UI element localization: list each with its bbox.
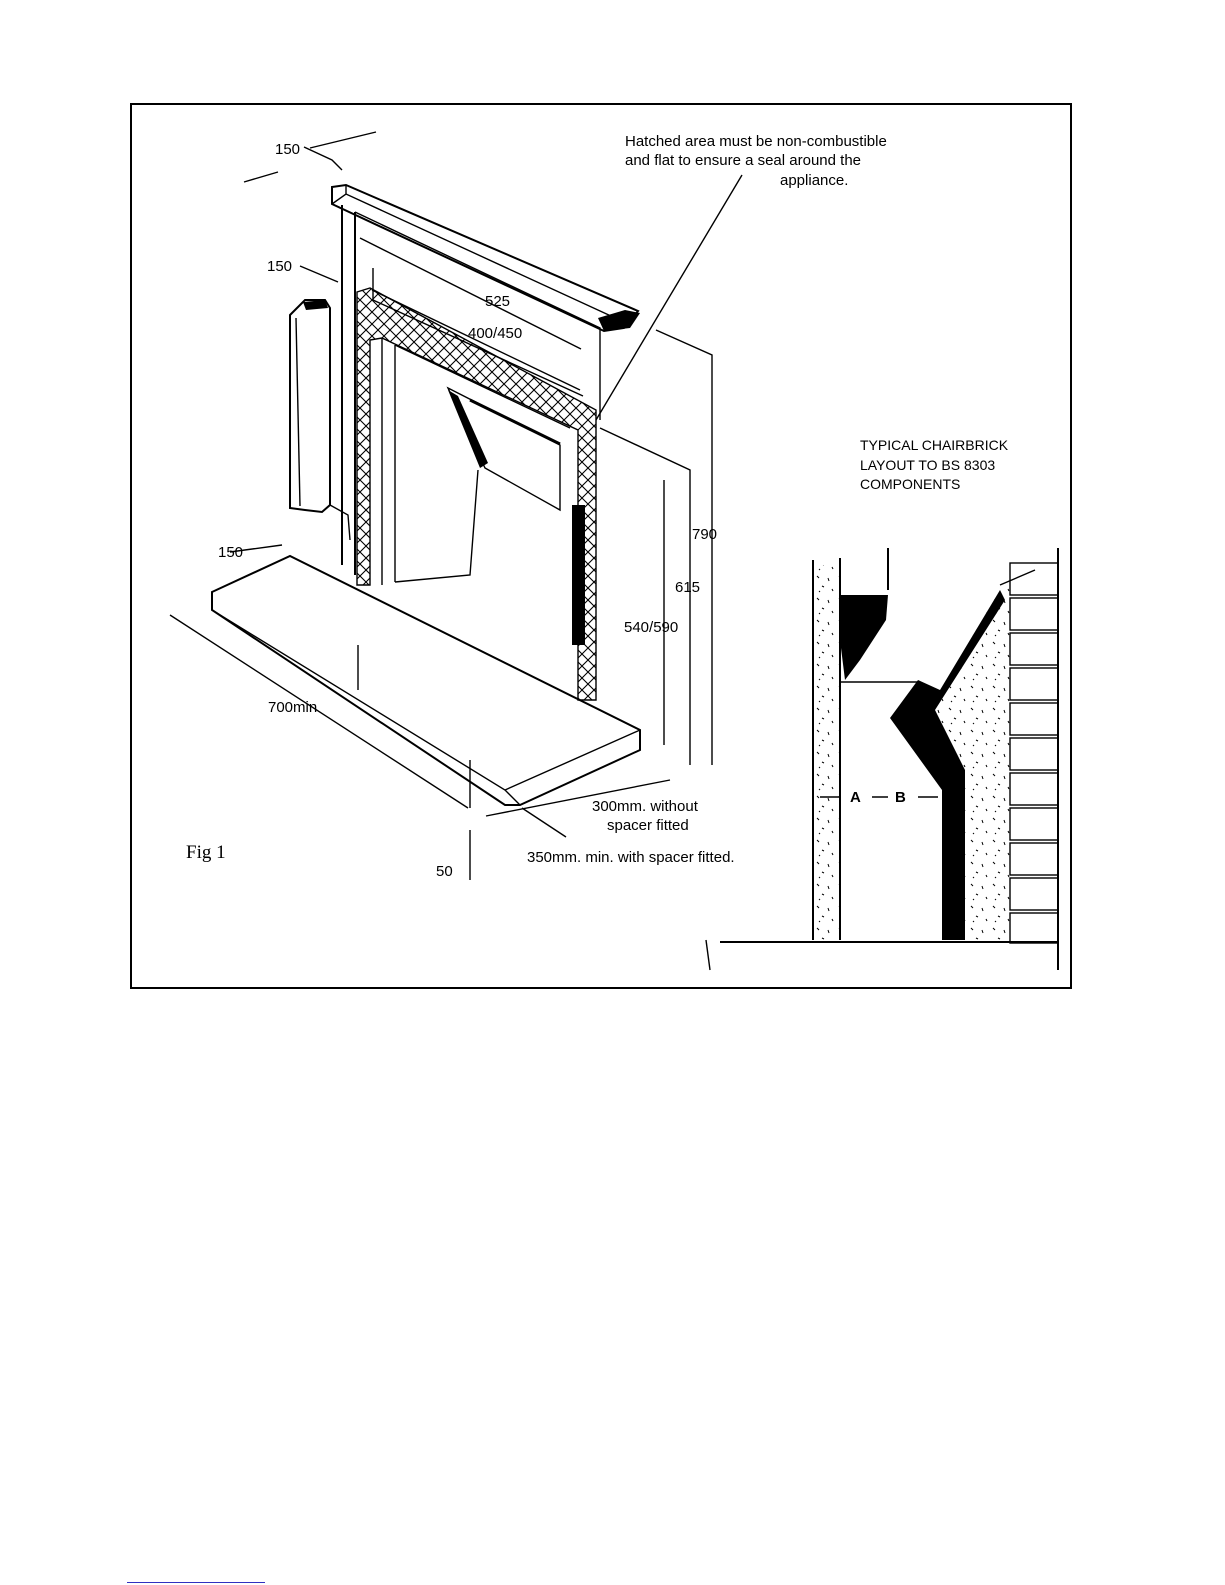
annotation-text <box>186 133 1009 880</box>
chairbrick-title-line-2: LAYOUT TO BS 8303 <box>860 457 996 473</box>
dim-hearth-thickness: 50 <box>436 863 453 880</box>
chairbrick-label-a: A <box>850 789 861 806</box>
right-leg-shadow <box>572 505 585 645</box>
dim-depth-no-spacer-1: 300mm. without <box>592 798 698 815</box>
dim-hearth-side: 150 <box>218 544 244 561</box>
dim-hearth-length: 700min <box>268 699 318 716</box>
dim-height-opening: 540/590 <box>624 619 679 636</box>
dim-depth-spacer: 350mm. min. with spacer fitted. <box>527 849 735 866</box>
dim-opening-outer: 525 <box>485 293 511 310</box>
chairbrick-label-b: B <box>895 789 906 806</box>
throat-brick <box>840 595 888 680</box>
brick-wall <box>1010 563 1058 943</box>
dim-height-mid: 615 <box>675 579 701 596</box>
dim-shelf-depth: 150 <box>275 141 301 158</box>
chairbrick-title-line-3: COMPONENTS <box>860 476 961 492</box>
chairbrick-section <box>706 548 1058 970</box>
dim-side-width: 150 <box>267 258 293 275</box>
footer-rule <box>127 1582 265 1583</box>
dim-height-total: 790 <box>692 526 718 543</box>
chairbrick-title-line-1: TYPICAL CHAIRBRICK <box>860 437 1009 453</box>
dim-opening-inner: 400/450 <box>468 325 523 342</box>
hatched-note-line-1: Hatched area must be non-combustible <box>625 133 887 150</box>
hatched-note-line-2: and flat to ensure a seal around the <box>625 152 862 169</box>
hatched-note-line-3: appliance. <box>780 172 849 189</box>
figure-caption: Fig 1 <box>186 842 226 863</box>
dim-depth-no-spacer-2: spacer fitted <box>607 817 689 834</box>
